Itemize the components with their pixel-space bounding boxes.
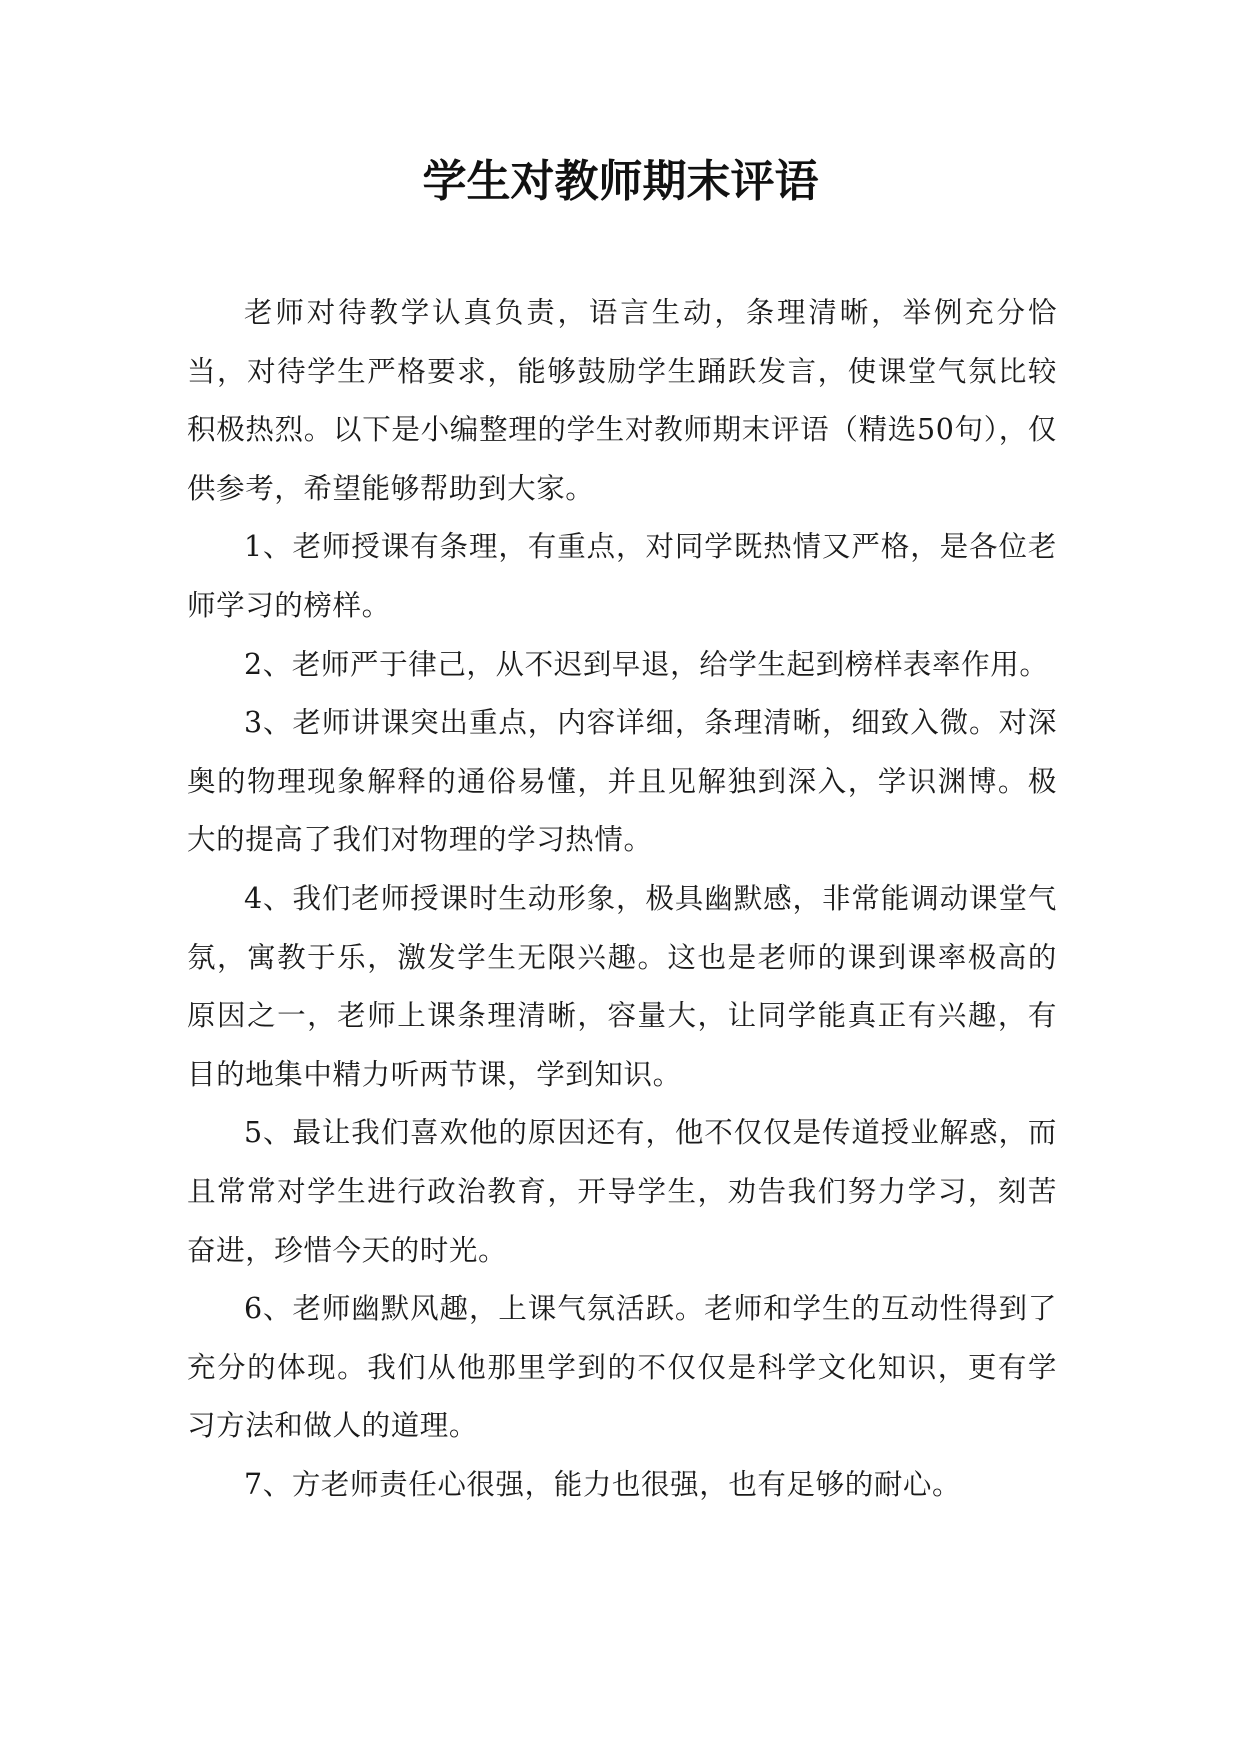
comment-paragraph-7: 7、方老师责任心很强，能力也很强，也有足够的耐心。 bbox=[244, 1467, 962, 1501]
comment-paragraph-3: 3、老师讲课突出重点，内容详细，条理清晰，细致入微。对深奥的物理现象解释的通俗易懂，并且见解独到深入，学识渊博。极大的提高了我们对物理的学习热情。 bbox=[187, 706, 1057, 857]
comment-paragraph-5: 5、最让我们喜欢他的原因还有，他不仅仅是传道授业解惑，而且常常对学生进行政治教育，开导学生，劝告我们努力学习，刻苦奋进，珍惜今天的时光。 bbox=[187, 1116, 1057, 1267]
intro-paragraph: 老师对待教学认真负责，语言生动，条理清晰，举例充分恰当，对待学生严格要求，能够鼓励学生踊跃发言，使课堂气氛比较积极热烈。以下是小编整理的学生对教师期末评语（精选50句），仅供参考，希望能够帮助到大家。 bbox=[187, 296, 1057, 505]
comment-paragraph-4: 4、我们老师授课时生动形象，极具幽默感，非常能调动课堂气氛，寓教于乐，激发学生无限兴趣。这也是老师的课到课率极高的原因之一，老师上课条理清晰，容量大，让同学能真正有兴趣，有目的地集中精力听两节课，学到知识。 bbox=[187, 881, 1057, 1091]
document-title: 学生对教师期末评语 bbox=[422, 156, 819, 207]
comment-paragraph-1: 1、老师授课有条理，有重点，对同学既热情又严格，是各位老师学习的榜样。 bbox=[187, 530, 1057, 622]
comment-paragraph-6: 6、老师幽默风趣，上课气氛活跃。老师和学生的互动性得到了充分的体现。我们从他那里学到的不仅仅是科学文化知识，更有学习方法和做人的道理。 bbox=[187, 1292, 1057, 1443]
comment-paragraph-2: 2、老师严于律己，从不迟到早退，给学生起到榜样表率作用。 bbox=[244, 647, 1049, 681]
document-body bbox=[187, 284, 1057, 1514]
